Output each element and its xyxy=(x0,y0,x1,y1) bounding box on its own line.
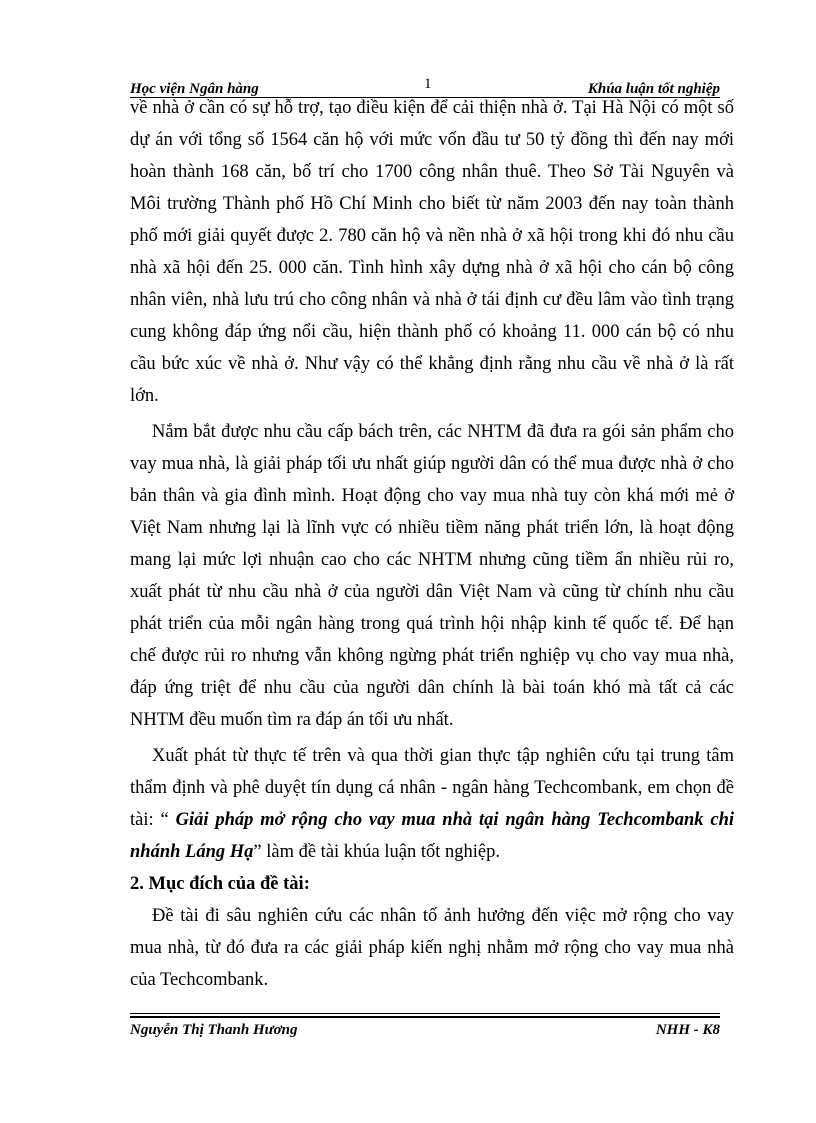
paragraph-bank-products: Nắm bắt được nhu cầu cấp bách trên, các NHTM đã đưa ra gói sản phẩm cho vay mua nhà, là giải pháp tối ưu nhất giúp người dân có thể mua được nhà ở cho bản thân và gia đình mình. Hoạt động cho vay mua nhà tuy còn khá mới mẻ ở Việt Nam nhưng lại là lĩnh vực có nhiều tiềm năng phát triển lớn, là hoạt động mang lại mức lợi nhuận cao cho các NHTM nhưng cũng tiềm ẩn nhiều rủi ro, xuất phát từ nhu cầu nhà ở của người dân Việt Nam và cũng từ chính nhu cầu phát triển của mỗi ngân hàng trong quá trình hội nhập kinh tế quốc tế. Để hạn chế được rủi ro nhưng vẫn không ngừng phát triển nghiệp vụ cho vay mua nhà, đáp ứng triệt để nhu cầu của người dân chính là bài toán khó mà tất cả các NHTM đều muốn tìm ra đáp án tối ưu nhất. xyxy=(130,422,734,730)
paragraph-purpose: Đề tài đi sâu nghiên cứu các nhân tố ảnh hưởng đến việc mở rộng cho vay mua nhà, từ đó đưa ra các giải pháp kiến nghị nhằm mở rộng cho vay mua nhà của Techcombank. xyxy=(130,906,734,990)
thesis-title: Giải pháp mở rộng cho vay mua nhà tại ngân hàng Techcombank chi nhánh Láng Hạ xyxy=(130,810,734,862)
header-document-type: Khúa luận tốt nghiệp xyxy=(587,81,720,97)
footer-class-code: NHH - K8 xyxy=(655,1022,720,1038)
topic-closing-text: ” làm đề tài khúa luận tốt nghiệp. xyxy=(253,842,500,862)
footer-author: Nguyễn Thị Thanh Hương xyxy=(130,1022,298,1038)
page-number: 1 xyxy=(424,76,432,92)
paragraph-topic-choice xyxy=(130,740,734,868)
paragraph-housing-demand: về nhà ở cần có sự hỗ trợ, tạo điều kiện để cải thiện nhà ở. Tại Hà Nội có một số dự án với tổng số 1564 căn hộ với mức vốn đầu tư 50 tỷ đồng thì đến nay mới hoàn thành 168 căn, bố trí cho 1700 công nhân thuê. Theo Sở Tài Nguyên và Môi trường Thành phố Hồ Chí Minh cho biết từ năm 2003 đến nay toàn thành phố mới giải quyết được 2. 780 căn hộ và nền nhà ở xã hội trong khi đó nhu cầu nhà xã hội đến 25. 000 căn. Tình hình xây dựng nhà ở xã hội cho cán bộ công nhân viên, nhà lưu trú cho công nhân và nhà ở tái định cư đều lâm vào tình trạng cung không đáp ứng nổi cầu, hiện thành phố có khoảng 11. 000 cán bộ có nhu cầu bức xúc về nhà ở. Như vậy có thể khẳng định rằng nhu cầu về nhà ở là rất lớn. xyxy=(130,98,734,406)
page-footer xyxy=(130,1022,720,1044)
footer-rule-thick xyxy=(130,1016,720,1018)
section-heading-purpose: 2. Mục đích của đề tài: xyxy=(130,874,310,894)
document-body xyxy=(130,92,734,996)
topic-intro-text: Xuất phát từ thực tế trên và qua thời gian thực tập nghiên cứu tại trung tâm thẩm định và phê duyệt tín dụng cá nhân - ngân hàng Techcombank, em chọn đề tài: “ xyxy=(130,746,734,830)
footer-rule-thin xyxy=(130,1013,720,1014)
header-institution: Học viện Ngân hàng xyxy=(130,81,259,97)
